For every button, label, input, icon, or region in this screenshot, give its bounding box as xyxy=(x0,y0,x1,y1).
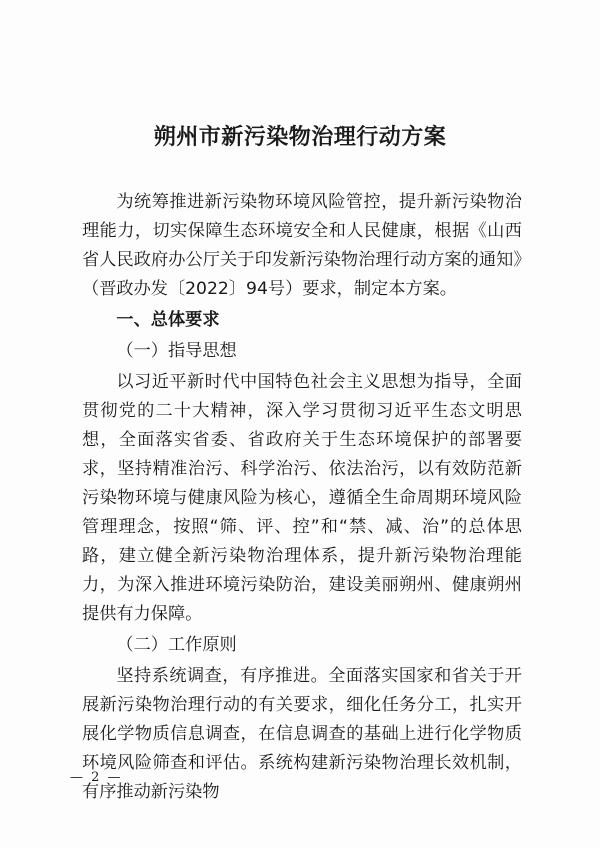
page-number: — 2 — xyxy=(70,770,123,785)
work-principles-paragraph: 坚持系统调查，有序推进。全面落实国家和省关于开展新污染物治理行动的有关要求，细化任务分工，扎实开展化学物质信息调查，在信息调查的基础上进行化学物质环境风险筛查和评估。系统构建新污染物治理长效机制，有序推动新污染物 xyxy=(82,666,522,802)
guiding-ideology-paragraph: 以习近平新时代中国特色社会主义思想为指导，全面贯彻党的二十大精神，深入学习贯彻习近平生态文明思想，全面落实省委、省政府关于生态环境保护的部署要求，坚持精准治污、科学治污、依法治污，以有效防范新污染物环境与健康风险为核心，遵循全生命周期环境风险管理理念，按照“筛、评、控”和“禁、减、治”的总体思路，建立健全新污染物治理体系，提升新污染物治理能力，为深入推进环境污染防治，建设美丽朔州、健康朔州提供有力保障。 xyxy=(82,372,522,624)
document-body xyxy=(82,188,522,807)
subsection-heading-work-principles: （二）工作原则 xyxy=(116,635,237,655)
document-title: 朔州市新污染物治理行动方案 xyxy=(153,124,447,150)
section-heading-general-requirements: 一、总体要求 xyxy=(116,310,220,330)
intro-paragraph: 为统筹推进新污染物环境风险管控，提升新污染物治理能力，切实保障生态环境安全和人民健康，根据《山西省人民政府办公厅关于印发新污染物治理行动方案的通知》（晋政办发〔2022〕94号）要求，制定本方案。 xyxy=(82,192,522,299)
subsection-heading-guiding-ideology: （一）指导思想 xyxy=(116,341,237,361)
